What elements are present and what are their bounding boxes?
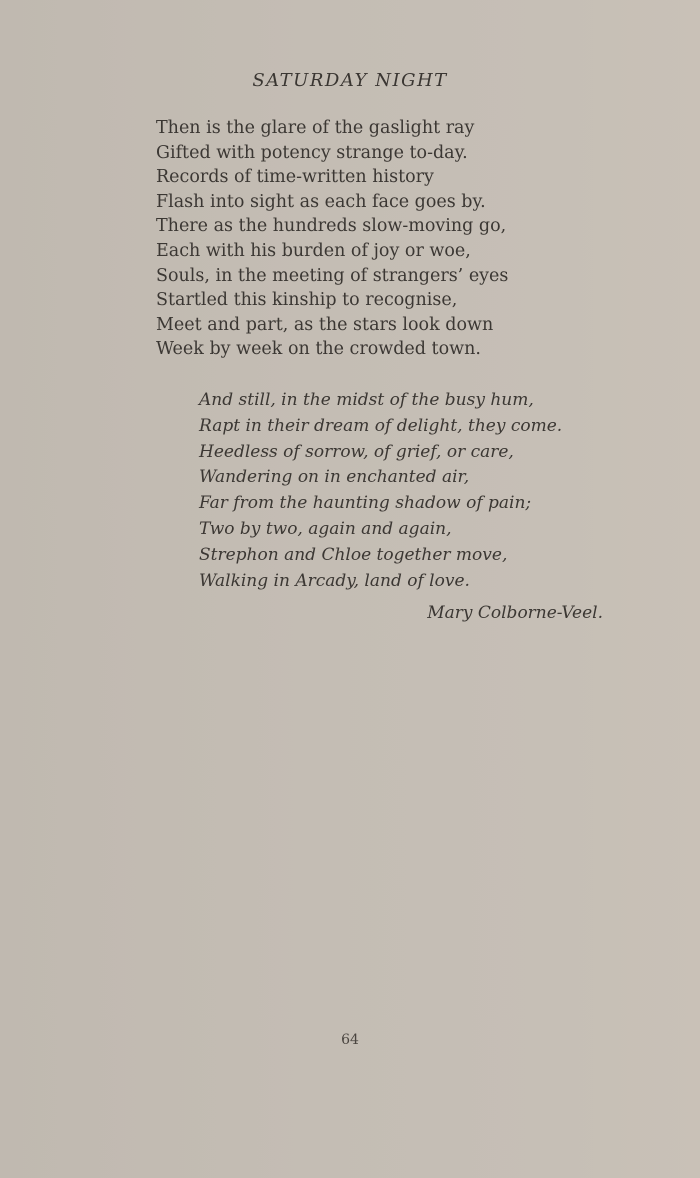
- poem-stanza-2: [199, 388, 562, 594]
- poem-line: Heedless of sorrow, of grief, or care,: [199, 441, 514, 462]
- poem-line: Flash into sight as each face goes by.: [156, 191, 486, 212]
- poem-line: Rapt in their dream of delight, they come.: [199, 415, 563, 436]
- poem-line: And still, in the midst of the busy hum,: [199, 390, 534, 410]
- poem-line: Souls, in the meeting of strangers’ eyes: [156, 265, 509, 286]
- poem-stanza-1: [156, 116, 508, 362]
- poem-line: Each with his burden of joy or woe,: [156, 240, 471, 261]
- poem-line: Far from the haunting shadow of pain;: [199, 493, 532, 514]
- poem-line: Week by week on the crowded town.: [156, 339, 481, 360]
- poem-line: Two by two, again and again,: [199, 518, 452, 539]
- poem-author: Mary Colborne-Veel.: [427, 603, 603, 623]
- poem-line: Startled this kinship to recognise,: [156, 290, 458, 311]
- poem-line: Gifted with potency strange to-day.: [156, 142, 468, 163]
- poem-line: Then is the glare of the gaslight ray: [156, 118, 475, 138]
- poem-line: Meet and part, as the stars look down: [156, 314, 494, 335]
- running-title: SATURDAY NIGHT: [252, 70, 448, 91]
- poem-line: Walking in Arcady, land of love.: [199, 570, 470, 591]
- page-number: 64: [341, 1032, 359, 1048]
- poem-line: Records of time-written history: [156, 167, 434, 188]
- poem-line: There as the hundreds slow-moving go,: [156, 216, 507, 237]
- poem-line: Wandering on in enchanted air,: [199, 467, 470, 488]
- poem-line: Strephon and Chloe together move,: [199, 544, 508, 565]
